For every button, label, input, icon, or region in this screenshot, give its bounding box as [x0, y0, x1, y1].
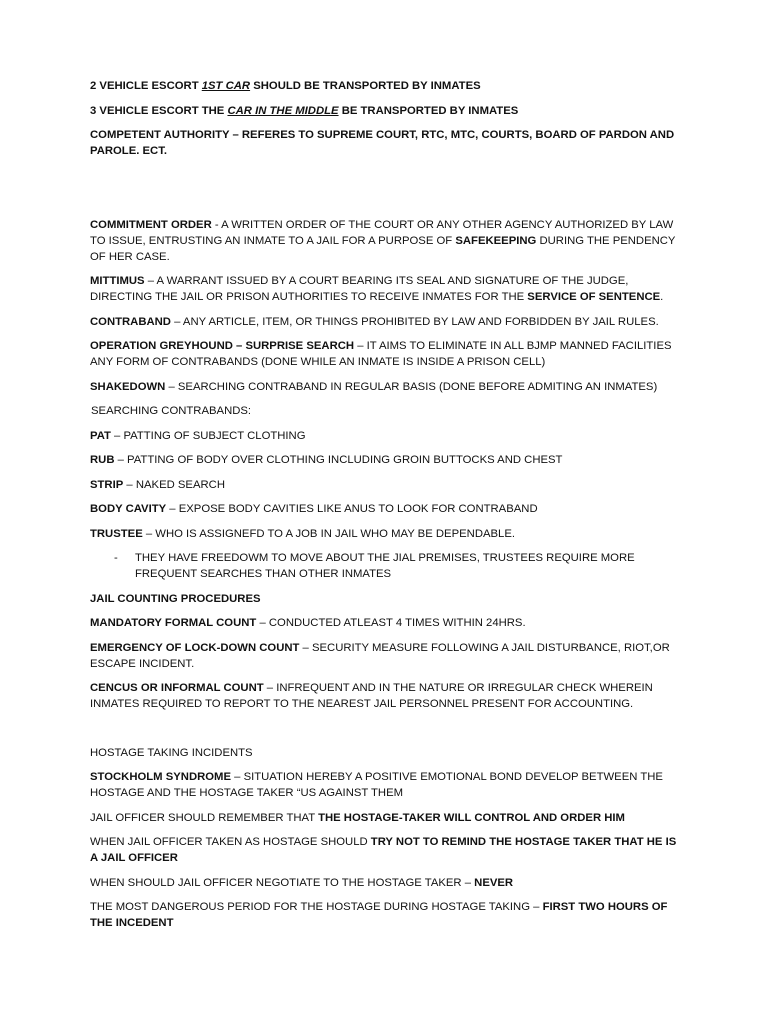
- paragraph-commitment-order: [90, 217, 686, 265]
- list-item: [90, 550, 686, 582]
- paragraph-trustee: [90, 526, 686, 542]
- text: BE TRANSPORTED BY INMATES: [338, 104, 519, 117]
- term: COMMITMENT ORDER: [90, 218, 212, 231]
- definition: – CONDUCTED ATLEAST 4 TIMES WITHIN 24HRS.: [256, 617, 526, 629]
- text: THE MOST DANGEROUS PERIOD FOR THE HOSTAGE DURING HOSTAGE TAKING –: [90, 901, 543, 913]
- term: SHAKEDOWN: [90, 380, 166, 393]
- paragraph-searching-contrabands: [90, 403, 686, 419]
- text: 2 VEHICLE ESCORT: [90, 80, 202, 92]
- term: COMPETENT AUTHORITY: [90, 129, 230, 141]
- text: 3 VEHICLE ESCORT THE: [90, 104, 228, 117]
- paragraph-pat: [90, 428, 686, 444]
- paragraph-operation-greyhound: [90, 338, 686, 370]
- heading-text: HOSTAGE TAKING INCIDENTS: [90, 746, 253, 759]
- emphasis-text: CAR IN THE MIDDLE: [227, 104, 339, 117]
- paragraph-emergency-count: [90, 640, 686, 672]
- definition: – IT AIMS TO ELIMINATE IN ALL BJMP MANNED FACILITIES ANY FORM OF CONTRABANDS (DONE WHILE AN INMATE IS INSIDE A PRISON CELL): [90, 340, 672, 368]
- definition: - A WRITTEN ORDER OF THE COURT OR ANY OTHER AGENCY AUTHORIZED BY LAW TO ISSUE, ENTRUSTING AN INMATE TO A JAIL FOR A PURPOSE OF: [90, 218, 674, 247]
- heading-text: SEARCHING CONTRABANDS:: [91, 405, 252, 417]
- definition: – PATTING OF BODY OVER CLOTHING INCLUDING GROIN BUTTOCKS AND CHEST: [114, 454, 563, 466]
- heading-text: JAIL COUNTING PROCEDURES: [90, 592, 261, 605]
- term: MITTIMUS: [90, 275, 145, 287]
- emphasis-text: SAFEKEEPING: [455, 234, 537, 247]
- term: EMERGENCY OF LOCK-DOWN COUNT: [90, 641, 300, 654]
- paragraph-mandatory-count: [90, 615, 686, 631]
- paragraph-mittimus: [90, 273, 686, 305]
- definition: – NAKED SEARCH: [123, 478, 225, 491]
- paragraph-rub: [90, 452, 686, 468]
- definition: – PATTING OF SUBJECT CLOTHING: [110, 429, 306, 442]
- term: PAT: [90, 429, 111, 442]
- emphasis-text: 1ST CAR: [201, 80, 251, 92]
- definition: – ANY ARTICLE, ITEM, OR THINGS PROHIBITED BY LAW AND FORBIDDEN BY JAIL RULES.: [170, 315, 659, 328]
- text: WHEN SHOULD JAIL OFFICER NEGOTIATE TO THE HOSTAGE TAKER –: [90, 876, 475, 889]
- paragraph-competent-authority: [90, 127, 686, 159]
- paragraph-stockholm: [90, 769, 686, 801]
- term: CONTRABAND: [90, 315, 171, 328]
- paragraph-negotiate: [90, 875, 686, 891]
- spacer: [90, 721, 686, 745]
- emphasis-text: NEVER: [474, 876, 514, 889]
- text: JAIL OFFICER SHOULD REMEMBER THAT: [90, 811, 319, 824]
- definition: – WHO IS ASSIGNEFD TO A JOB IN JAIL WHO MAY BE DEPENDABLE.: [142, 527, 516, 540]
- term: CENCUS OR INFORMAL COUNT: [90, 682, 264, 694]
- paragraph-shakedown: [90, 379, 686, 395]
- emphasis-text: FIRST TWO HOURS OF THE INCEDENT: [90, 901, 668, 929]
- paragraph-three-vehicle-escort: [90, 103, 686, 119]
- definition: – INFREQUENT AND IN THE NATURE OR IRREGULAR CHECK WHEREIN INMATES REQUIRED TO REPORT TO THE NEAREST JAIL PERSONNEL PRESENT FOR ACCOUNTING.: [90, 682, 653, 710]
- paragraph-jail-counting: [90, 591, 686, 607]
- paragraph-body-cavity: [90, 501, 686, 517]
- term: RUB: [90, 454, 115, 466]
- emphasis-text: THE HOSTAGE-TAKER WILL CONTROL AND ORDER HIM: [318, 811, 625, 824]
- definition: – REFERES TO SUPREME COURT, RTC, MTC, COURTS, BOARD OF PARDON AND PAROLE. ECT.: [90, 129, 675, 157]
- term: BODY CAVITY: [90, 503, 167, 515]
- term: STOCKHOLM SYNDROME: [90, 771, 232, 783]
- paragraph-cencus-count: [90, 680, 686, 712]
- paragraph-jail-officer-remember: [90, 810, 686, 826]
- term: STRIP: [90, 478, 124, 491]
- text: WHEN JAIL OFFICER TAKEN AS HOSTAGE SHOULD: [90, 836, 371, 848]
- paragraph-two-vehicle-escort: [90, 78, 686, 94]
- list-item-text: THEY HAVE FREEDOWM TO MOVE ABOUT THE JIAL PREMISES, TRUSTEES REQUIRE MORE FREQUENT SEARCHES THAN OTHER INMATES: [135, 552, 635, 580]
- definition: – EXPOSE BODY CAVITIES LIKE ANUS TO LOOK FOR CONTRABAND: [166, 503, 538, 515]
- paragraph-hostage-taking: [90, 745, 686, 761]
- paragraph-jail-officer-hostage: [90, 834, 686, 866]
- definition: – SITUATION HEREBY A POSITIVE EMOTIONAL BOND DEVELOP BETWEEN THE HOSTAGE AND THE HOSTAGE TAKER “US AGAINST THEM: [90, 771, 663, 799]
- text: SHOULD BE TRANSPORTED BY INMATES: [250, 80, 481, 92]
- paragraph-contraband: [90, 314, 686, 330]
- document-body: [90, 78, 686, 940]
- definition: – A WARRANT ISSUED BY A COURT BEARING ITS SEAL AND SIGNATURE OF THE JUDGE, DIRECTING THE JAIL OR PRISON AUTHORITIES TO RECEIVE INMATES FOR THE: [90, 275, 629, 303]
- definition: – SECURITY MEASURE FOLLOWING A JAIL DISTURBANCE, RIOT,OR ESCAPE INCIDENT.: [90, 641, 670, 670]
- emphasis-text: TRY NOT TO REMIND THE HOSTAGE TAKER THAT HE IS A JAIL OFFICER: [90, 836, 677, 864]
- term: OPERATION GREYHOUND – SURPRISE SEARCH: [90, 340, 355, 352]
- emphasis-text: SERVICE OF SENTENCE: [527, 291, 661, 303]
- paragraph-dangerous-period: [90, 899, 686, 931]
- paragraph-strip: [90, 477, 686, 493]
- bullet-dash-icon: -: [114, 552, 118, 564]
- definition: .: [660, 291, 664, 303]
- term: MANDATORY FORMAL COUNT: [90, 617, 257, 629]
- spacer: [90, 168, 686, 217]
- definition: DURING THE PENDENCY OF HER CASE.: [90, 234, 676, 263]
- term: TRUSTEE: [90, 527, 143, 540]
- definition: – SEARCHING CONTRABAND IN REGULAR BASIS (DONE BEFORE ADMITING AN INMATES): [165, 380, 658, 393]
